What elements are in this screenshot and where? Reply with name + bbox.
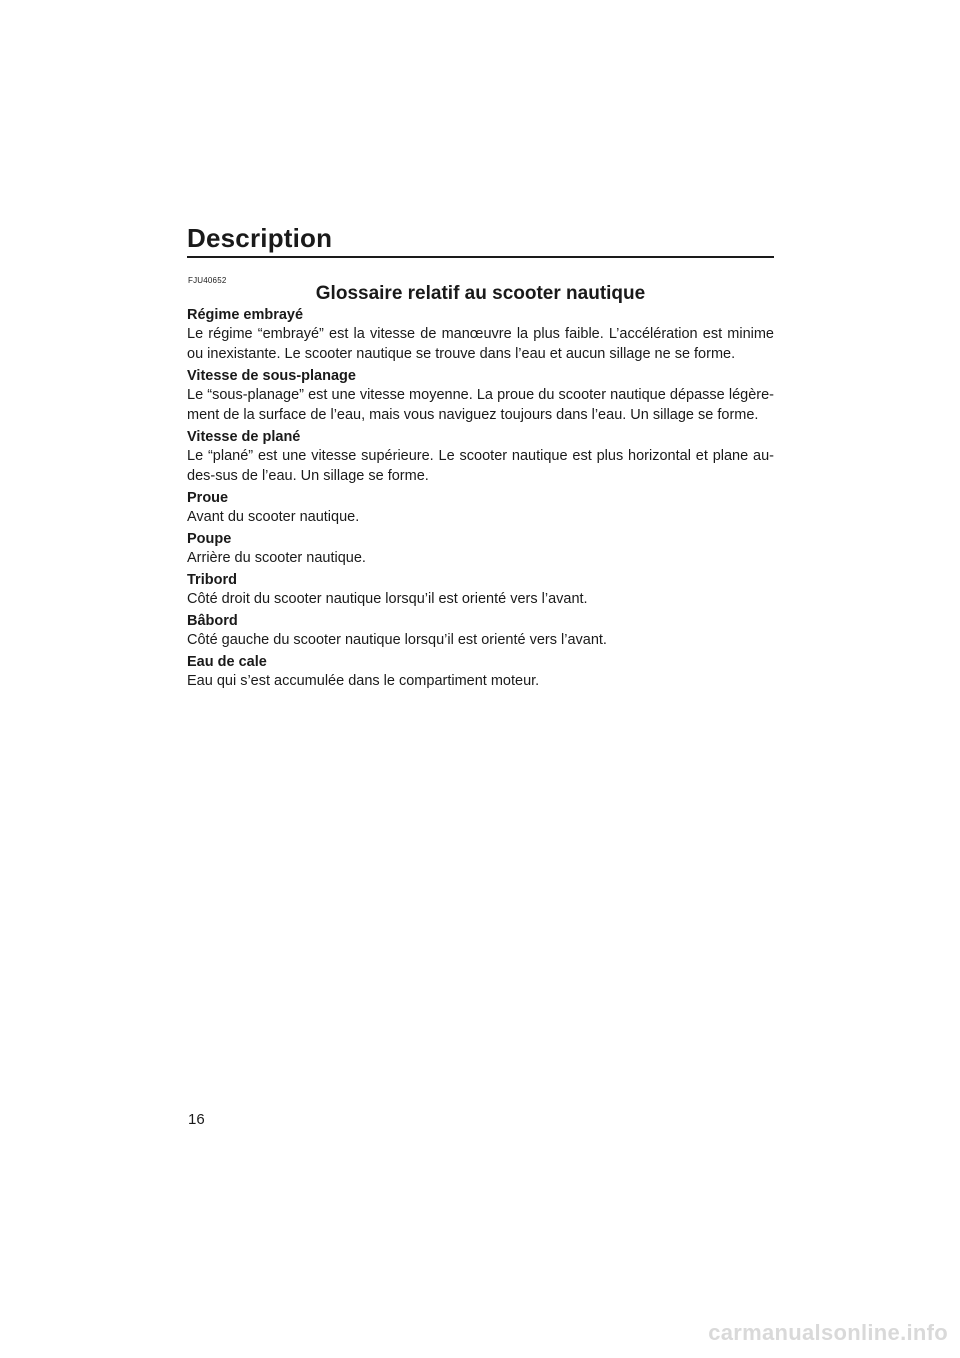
glossary-term: Bâbord [187, 613, 238, 629]
glossary-term: Vitesse de sous-planage [187, 368, 356, 384]
glossary-entry [187, 571, 774, 609]
glossary-entry [187, 306, 774, 364]
glossary-definition: Le “sous-planage” est une vitesse moyenne. La proue du scooter nautique dépasse légère-ment de la surface de l’eau, mais vous naviguez toujours dans l’eau. Un sillage se forme. [187, 387, 774, 423]
glossary-definition: Côté gauche du scooter nautique lorsqu’il est orienté vers l’avant. [187, 632, 607, 648]
glossary-entry [187, 367, 774, 425]
glossary-entry [187, 530, 774, 568]
glossary-definition: Avant du scooter nautique. [187, 509, 360, 525]
glossary-entry [187, 489, 774, 527]
page-number: 16 [188, 1111, 205, 1128]
watermark: carmanualsonline.info [708, 1320, 948, 1345]
glossary-term: Proue [187, 490, 229, 506]
glossary-term: Poupe [187, 531, 232, 547]
glossary-entry [187, 653, 774, 691]
glossary-definition: Eau qui s’est accumulée dans le compartiment moteur. [187, 673, 540, 689]
glossary-definition: Le régime “embrayé” est la vitesse de manœuvre la plus faible. L’accélération est minime ou inexistante. Le scooter nautique se trouve dans l’eau et aucun sillage ne se forme. [187, 326, 774, 362]
glossary-list [187, 306, 774, 694]
glossary-term: Régime embrayé [187, 307, 304, 323]
page-title: Description [187, 223, 333, 253]
section-title: Glossaire relatif au scooter nautique [315, 283, 646, 304]
glossary-entry [187, 612, 774, 650]
glossary-definition: Le “plané” est une vitesse supérieure. Le scooter nautique est plus horizontal et plane au-des-sus de l’eau. Un sillage se forme. [187, 448, 774, 484]
glossary-definition: Côté droit du scooter nautique lorsqu’il est orienté vers l’avant. [187, 591, 588, 607]
glossary-entry [187, 428, 774, 486]
document-code: FJU40652 [188, 276, 227, 285]
glossary-term: Vitesse de plané [187, 429, 301, 445]
glossary-term: Tribord [187, 572, 237, 588]
page-header [187, 222, 774, 258]
glossary-term: Eau de cale [187, 654, 267, 670]
glossary-definition: Arrière du scooter nautique. [187, 550, 366, 566]
